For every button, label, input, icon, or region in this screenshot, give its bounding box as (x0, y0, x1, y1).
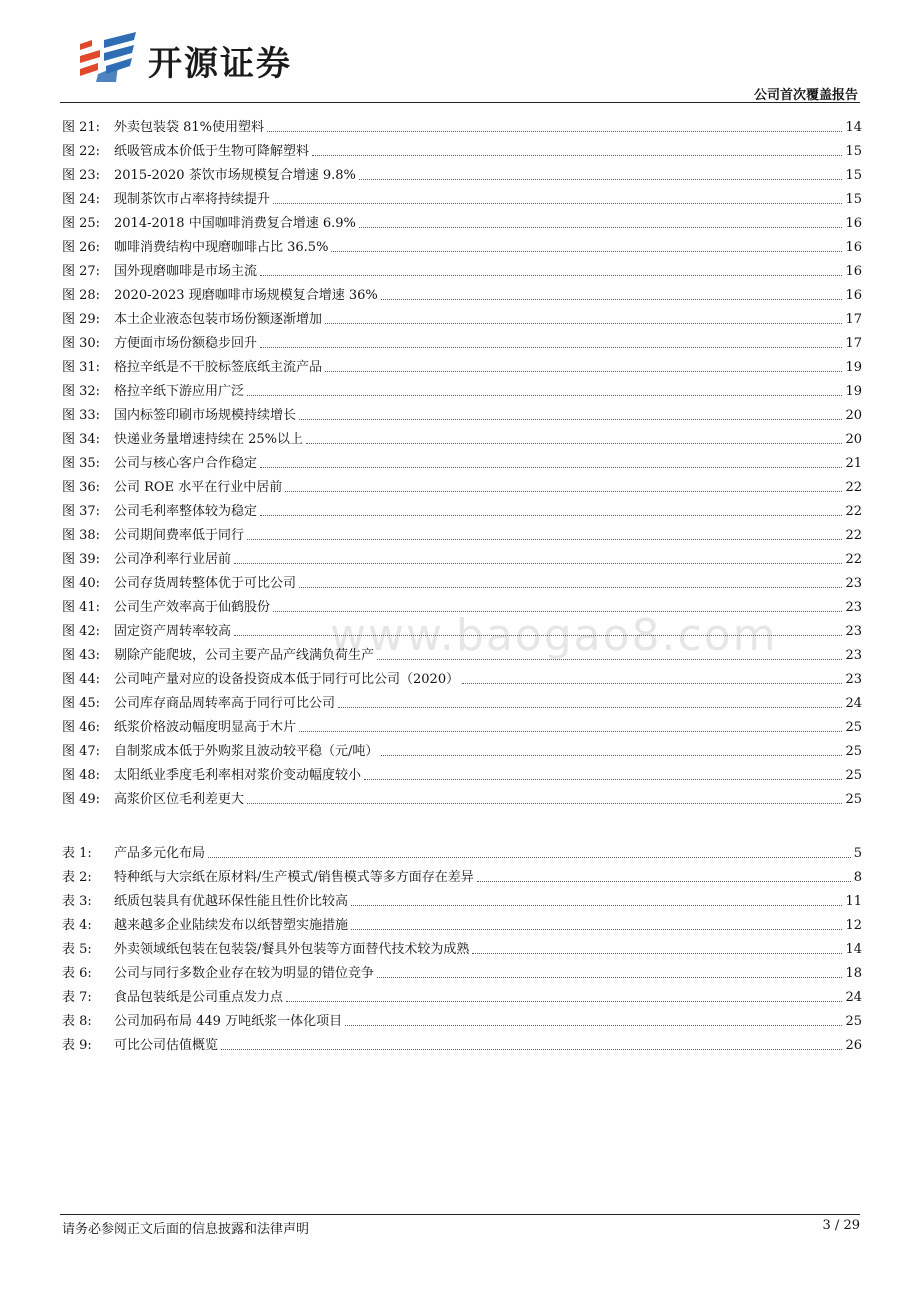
toc-title: 食品包装纸是公司重点发力点 (114, 990, 284, 1005)
toc-label: 图 31: (62, 360, 101, 375)
figure-entry[interactable] (62, 136, 862, 160)
figure-entry[interactable] (62, 208, 862, 232)
toc-label: 图 23: (62, 168, 101, 183)
toc-label: 图 46: (62, 720, 101, 735)
figure-entry[interactable] (62, 256, 862, 280)
toc-page-number: 23 (845, 576, 862, 591)
toc-leader-dots (273, 203, 842, 204)
toc-page-number: 21 (845, 456, 862, 471)
toc-title: 外卖包装袋 81%使用塑料 (114, 120, 265, 135)
figure-entry[interactable] (62, 184, 862, 208)
toc-page-number: 16 (845, 288, 862, 303)
figure-entry[interactable] (62, 400, 862, 424)
toc-label: 图 42: (62, 624, 101, 639)
toc-title: 公司生产效率高于仙鹤股份 (114, 600, 271, 615)
disclaimer: 请务必参阅正文后面的信息披露和法律声明 (62, 1222, 310, 1237)
toc-title: 公司期间费率低于同行 (114, 528, 245, 543)
toc-page-number: 16 (845, 216, 862, 231)
figure-entry[interactable] (62, 472, 862, 496)
toc-page-number: 23 (845, 600, 862, 615)
toc-title: 格拉辛纸下游应用广泛 (114, 384, 245, 399)
toc-leader-dots (247, 539, 842, 540)
table-entry[interactable] (62, 1030, 862, 1054)
toc-label: 图 26: (62, 240, 101, 255)
toc-leader-dots (208, 857, 851, 858)
toc-leader-dots (260, 275, 842, 276)
toc-leader-dots (267, 131, 842, 132)
toc-leader-dots (472, 953, 842, 954)
toc-title: 格拉辛纸是不干胶标签底纸主流产品 (114, 360, 323, 375)
watermark: www.baogao8.com (330, 610, 778, 661)
table-entry[interactable] (62, 862, 862, 886)
toc-leader-dots (260, 467, 842, 468)
toc-label: 图 32: (62, 384, 101, 399)
figure-entry[interactable] (62, 664, 862, 688)
table-entry[interactable] (62, 958, 862, 982)
figure-entry[interactable] (62, 448, 862, 472)
toc-label: 表 5: (62, 942, 92, 957)
toc-title: 外卖领域纸包装在包装袋/餐具外包装等方面替代技术较为成熟 (114, 942, 470, 957)
toc-title: 太阳纸业季度毛利率相对浆价变动幅度较小 (114, 768, 362, 783)
figure-entry[interactable] (62, 688, 862, 712)
toc-label: 图 29: (62, 312, 101, 327)
toc-title: 剔除产能爬坡，公司主要产品产线满负荷生产 (114, 648, 375, 663)
toc-label: 图 36: (62, 480, 101, 495)
toc-title: 方便面市场份额稳步回升 (114, 336, 258, 351)
toc-label: 表 6: (62, 966, 92, 981)
toc-label: 表 7: (62, 990, 92, 1005)
toc-leader-dots (359, 227, 843, 228)
toc-page-number: 22 (845, 504, 862, 519)
toc-leader-dots (306, 443, 842, 444)
toc-leader-dots (381, 755, 842, 756)
toc-label: 图 39: (62, 552, 101, 567)
figure-entry[interactable] (62, 760, 862, 784)
toc-label: 表 4: (62, 918, 92, 933)
toc-title: 公司吨产量对应的设备投资成本低于同行可比公司（2020） (114, 672, 460, 687)
toc-title: 国内标签印刷市场规模持续增长 (114, 408, 297, 423)
figure-entry[interactable] (62, 568, 862, 592)
toc-leader-dots (221, 1049, 842, 1050)
toc-leader-dots (285, 491, 842, 492)
figure-entry[interactable] (62, 304, 862, 328)
toc-leader-dots (247, 803, 842, 804)
toc-label: 图 33: (62, 408, 101, 423)
toc-leader-dots (247, 395, 842, 396)
figure-entry[interactable] (62, 352, 862, 376)
toc-label: 图 40: (62, 576, 101, 591)
table-entry[interactable] (62, 982, 862, 1006)
toc-page-number: 8 (853, 870, 862, 885)
toc-title: 公司加码布局 449 万吨纸浆一体化项目 (114, 1014, 343, 1029)
toc-title: 高浆价区位毛利差更大 (114, 792, 245, 807)
toc-page-number: 22 (845, 480, 862, 495)
toc-label: 表 2: (62, 870, 92, 885)
toc-page-number: 25 (845, 1014, 862, 1029)
figure-entry[interactable] (62, 616, 862, 640)
toc-label: 图 44: (62, 672, 101, 687)
toc-page-number: 14 (845, 942, 862, 957)
toc-leader-dots (477, 881, 851, 882)
toc-label: 图 48: (62, 768, 101, 783)
toc-page-number: 15 (845, 168, 862, 183)
toc-page-number: 16 (845, 240, 862, 255)
toc-leader-dots (312, 155, 842, 156)
page-header (0, 0, 920, 104)
table-entry[interactable] (62, 886, 862, 910)
toc-title: 公司与同行多数企业存在较为明显的错位竞争 (114, 966, 375, 981)
toc-leader-dots (234, 635, 842, 636)
toc-title: 公司毛利率整体较为稳定 (114, 504, 258, 519)
toc-title: 自制浆成本低于外购浆且波动较平稳（元/吨） (114, 744, 379, 759)
page-number: 3 / 29 (822, 1218, 860, 1233)
toc-title: 纸浆价格波动幅度明显高于木片 (114, 720, 297, 735)
toc-label: 表 3: (62, 894, 92, 909)
toc-label: 图 34: (62, 432, 101, 447)
toc-label: 图 45: (62, 696, 101, 711)
company-logo (78, 30, 338, 84)
toc-title: 2015-2020 茶饮市场规模复合增速 9.8% (114, 168, 356, 183)
figure-entry[interactable] (62, 736, 862, 760)
toc-page-number: 23 (845, 672, 862, 687)
toc-page-number: 15 (845, 144, 862, 159)
toc-page-number: 17 (845, 336, 862, 351)
toc-label: 图 38: (62, 528, 101, 543)
toc-title: 国外现磨咖啡是市场主流 (114, 264, 258, 279)
toc-title: 纸质包装具有优越环保性能且性价比较高 (114, 894, 349, 909)
toc-leader-dots (345, 1025, 842, 1026)
toc-leader-dots (338, 707, 842, 708)
toc-label: 图 41: (62, 600, 101, 615)
toc-title: 现制茶饮市占率将持续提升 (114, 192, 271, 207)
toc-leader-dots (260, 515, 842, 516)
company-name: 开源证券 (148, 44, 292, 84)
toc-label: 图 35: (62, 456, 101, 471)
toc-title: 特种纸与大宗纸在原材料/生产模式/销售模式等多方面存在差异 (114, 870, 474, 885)
toc-page-number: 5 (853, 846, 862, 861)
toc-leader-dots (377, 659, 842, 660)
figure-list (62, 112, 862, 808)
toc-title: 2020-2023 现磨咖啡市场规模复合增速 36% (114, 288, 378, 303)
toc-page-number: 19 (845, 360, 862, 375)
toc-page-number: 25 (845, 744, 862, 759)
toc-page-number: 12 (845, 918, 862, 933)
figure-entry[interactable] (62, 232, 862, 256)
toc-leader-dots (234, 563, 842, 564)
figure-entry[interactable] (62, 160, 862, 184)
toc-page-number: 23 (845, 624, 862, 639)
toc-leader-dots (359, 179, 843, 180)
toc-label: 图 25: (62, 216, 101, 231)
toc-page-number: 19 (845, 384, 862, 399)
toc-page-number: 20 (845, 408, 862, 423)
toc-leader-dots (331, 251, 842, 252)
toc-label: 图 30: (62, 336, 101, 351)
toc-label: 图 37: (62, 504, 101, 519)
toc-leader-dots (377, 977, 842, 978)
footer-divider (60, 1214, 860, 1215)
toc-page-number: 17 (845, 312, 862, 327)
figure-entry[interactable] (62, 424, 862, 448)
toc-title: 公司净利率行业居前 (114, 552, 232, 567)
toc-leader-dots (260, 347, 842, 348)
figure-entry[interactable] (62, 712, 862, 736)
toc-page-number: 25 (845, 720, 862, 735)
table-entry[interactable] (62, 1006, 862, 1030)
figure-entry[interactable] (62, 592, 862, 616)
toc-title: 2014-2018 中国咖啡消费复合增速 6.9% (114, 216, 356, 231)
toc-leader-dots (381, 299, 843, 300)
toc-page-number: 24 (845, 990, 862, 1005)
toc-title: 公司存货周转整体优于可比公司 (114, 576, 297, 591)
table-entry[interactable] (62, 838, 862, 862)
toc-label: 图 21: (62, 120, 101, 135)
toc-label: 表 1: (62, 846, 92, 861)
figure-entry[interactable] (62, 784, 862, 808)
toc-title: 咖啡消费结构中现磨咖啡占比 36.5% (114, 240, 329, 255)
toc-label: 图 47: (62, 744, 101, 759)
toc-leader-dots (351, 905, 842, 906)
toc-title: 可比公司估值概览 (114, 1038, 219, 1053)
figure-entry[interactable] (62, 112, 862, 136)
toc-leader-dots (299, 587, 842, 588)
toc-leader-dots (364, 779, 842, 780)
toc-title: 快递业务量增速持续在 25%以上 (114, 432, 304, 447)
toc-label: 图 22: (62, 144, 101, 159)
figure-entry[interactable] (62, 376, 862, 400)
toc-page-number: 22 (845, 528, 862, 543)
toc-label: 图 27: (62, 264, 101, 279)
toc-leader-dots (286, 1001, 842, 1002)
toc-label: 图 43: (62, 648, 101, 663)
toc-leader-dots (299, 731, 842, 732)
toc-label: 表 8: (62, 1014, 92, 1029)
figure-entry[interactable] (62, 640, 862, 664)
figure-entry[interactable] (62, 544, 862, 568)
toc-page-number: 16 (845, 264, 862, 279)
figure-entry[interactable] (62, 328, 862, 352)
figure-entry[interactable] (62, 280, 862, 304)
toc-page-number: 25 (845, 768, 862, 783)
toc-title: 纸吸管成本价低于生物可降解塑料 (114, 144, 310, 159)
toc-title: 公司与核心客户合作稳定 (114, 456, 258, 471)
toc-leader-dots (325, 323, 842, 324)
toc-page-number: 24 (845, 696, 862, 711)
toc-leader-dots (273, 611, 842, 612)
toc-title: 越来越多企业陆续发布以纸替塑实施措施 (114, 918, 349, 933)
toc-page-number: 15 (845, 192, 862, 207)
toc-label: 表 9: (62, 1038, 92, 1053)
toc-title: 产品多元化布局 (114, 846, 206, 861)
toc-page-number: 26 (845, 1038, 862, 1053)
table-entry[interactable] (62, 910, 862, 934)
toc-page-number: 23 (845, 648, 862, 663)
toc-page-number: 25 (845, 792, 862, 807)
toc-leader-dots (462, 683, 842, 684)
toc-title: 公司 ROE 水平在行业中居前 (114, 480, 283, 495)
toc-page-number: 11 (845, 894, 862, 909)
header-divider (60, 102, 860, 103)
logo-mark-icon (78, 30, 140, 84)
toc-label: 图 49: (62, 792, 101, 807)
toc-label: 图 24: (62, 192, 101, 207)
toc-label: 图 28: (62, 288, 101, 303)
toc-title: 本土企业液态包装市场份额逐渐增加 (114, 312, 323, 327)
toc-page-number: 18 (845, 966, 862, 981)
toc-title: 固定资产周转率较高 (114, 624, 232, 639)
table-entry[interactable] (62, 934, 862, 958)
figure-entry[interactable] (62, 520, 862, 544)
toc-page-number: 20 (845, 432, 862, 447)
toc-page-number: 14 (845, 120, 862, 135)
toc-page-number: 22 (845, 552, 862, 567)
toc-leader-dots (325, 371, 842, 372)
toc-leader-dots (299, 419, 842, 420)
table-list (62, 838, 862, 1054)
figure-entry[interactable] (62, 496, 862, 520)
report-type: 公司首次覆盖报告 (753, 88, 858, 103)
toc-leader-dots (351, 929, 842, 930)
toc-title: 公司库存商品周转率高于同行可比公司 (114, 696, 336, 711)
